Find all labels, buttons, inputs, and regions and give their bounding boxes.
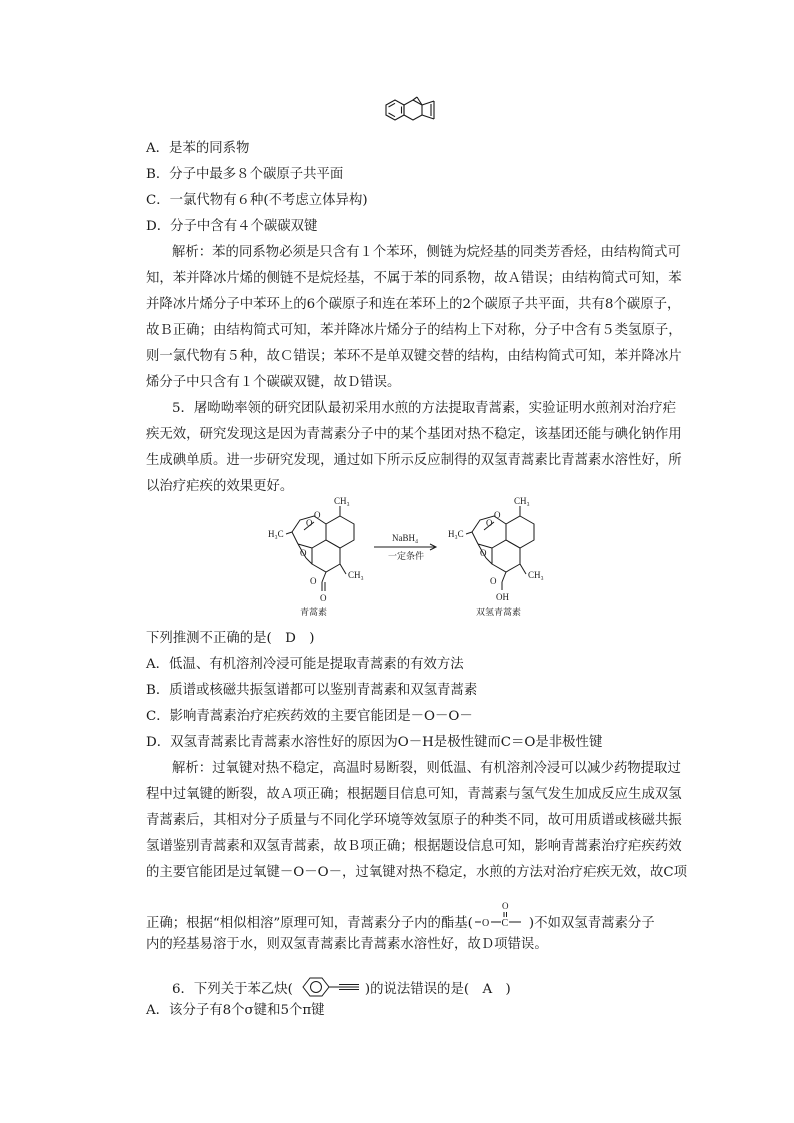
ester-c-label: C: [501, 918, 509, 929]
reagent-label: NaBH₄: [392, 533, 419, 543]
phenylacetylene-structure: [293, 974, 365, 1000]
q4-analysis-line: 则一氯代物有５种，故Ｃ错误；苯环不是单双键交替的结构，由结构简式可知，苯并降冰片: [146, 349, 682, 364]
ring-o-label: O: [310, 576, 317, 586]
ch3-label: CH₃: [514, 496, 530, 506]
product-name: 双氢青蒿素: [476, 607, 522, 617]
q5-analysis-line: 程中过氧键的断裂，故Ａ项正确；根据题目信息可知，青蒿素与氢气发生加成反应生成双氢: [146, 787, 682, 802]
q4-analysis-line: 并降冰片烯分子中苯环上的6个碳原子和连在苯环上的2个碳原子共平面，共有8个碳原子，: [146, 297, 681, 312]
ester-text-before: 正确；根据“相似相溶”原理可知，青蒿素分子内的酯基(: [146, 916, 473, 931]
q5-analysis-line: 解析：过氧键对热不稳定，高温时易断裂，则低温、有机溶剂冷浸可以减少药物提取过: [172, 761, 681, 776]
q4-option-a: A．是苯的同系物: [146, 141, 250, 156]
q5-ester-line: [146, 901, 655, 933]
peroxide-o-label: O: [314, 510, 321, 520]
q5-stem-line: 疾无效，研究发现这是因为青蒿素分子中的某个基团对热不稳定，该基团还能与碘化钠作用: [146, 427, 682, 442]
q5-analysis-line: 的主要官能团是过氧键－O－O－，过氧键对热不稳定，水煎的方法对治疗疟疾无效，故C项: [146, 865, 688, 880]
ester-text-after: )不如双氢青蒿素分子: [528, 916, 655, 931]
ester-group-structure: [473, 901, 529, 932]
q4-analysis-line: 故Ｂ正确；由结构简式可知，苯并降冰片烯分子的结构上下对称，分子中含有５类氢原子，: [146, 323, 682, 338]
ester-o-label: O: [501, 901, 509, 911]
peroxide-o-label: O: [494, 510, 501, 520]
oh-label: OH: [496, 592, 509, 602]
benzonorbornadiene-structure: [378, 94, 442, 134]
q5-stem-line: 以治疗疟疾的效果更好。: [146, 479, 294, 494]
q5-option-d: D．双氢青蒿素比青蒿素水溶性好的原因为O－H是极性键而C＝O是非极性键: [146, 735, 603, 750]
h3c-label: H₃C: [448, 529, 464, 539]
ring-o-label: O: [300, 548, 307, 558]
q5-option-b: B．质谱或核磁共振氢谱都可以鉴别青蒿素和双氢青蒿素: [146, 683, 478, 698]
condition-label: 一定条件: [388, 551, 425, 561]
q5-stem-line: 生成碘单质。进一步研究发现，通过如下所示反应制得的双氢青蒿素比青蒿素水溶性好，所: [146, 453, 682, 468]
q5-option-a: A．低温、有机溶剂冷浸可能是提取青蒿素的有效方法: [146, 657, 464, 672]
ch3-label: CH₃: [528, 570, 544, 580]
q6-option-a: A．该分子有8个σ键和5个π键: [146, 1003, 325, 1018]
ester-o-label: O: [481, 918, 490, 929]
ring-o-label: O: [490, 576, 497, 586]
peroxide-o-label: O: [486, 518, 493, 528]
reactant-name: 青蒿素: [300, 607, 328, 617]
ring-o-label: O: [480, 548, 487, 558]
carbonyl-o-label: O: [320, 593, 327, 603]
q4-analysis-line: 解析：苯的同系物必须是只含有１个苯环，侧链为烷烃基的同类芳香烃，由结构简式可: [172, 245, 681, 260]
peroxide-o-label: O: [306, 518, 313, 528]
q4-option-c: C．一氯代物有６种(不考虑立体异构): [146, 193, 368, 208]
q6-stem: [172, 974, 511, 1000]
h3c-label: H₃C: [268, 529, 284, 539]
q6-stem-before: 6．下列关于苯乙炔(: [172, 982, 293, 997]
q5-analysis-line: 青蒿素后，其相对分子质量与不同化学环境等效氢原子的种类不同，故可用质谱或核磁共振: [146, 813, 682, 828]
q5-analysis-last-line: 内的羟基易溶于水，则双氢青蒿素比青蒿素水溶性好，故Ｄ项错误。: [146, 937, 548, 952]
reaction-scheme: [262, 494, 562, 624]
q4-analysis-line: 烯分子中只含有１个碳碳双键，故Ｄ错误。: [146, 375, 401, 390]
q4-option-d: D．分子中含有４个碳碳双键: [146, 219, 318, 234]
q4-option-b: B．分子中最多８个碳原子共平面: [146, 167, 344, 182]
ch3-label: CH₃: [348, 570, 364, 580]
q6-stem-after: )的说法错误的是( A ): [364, 982, 511, 997]
q4-analysis-line: 知，苯并降冰片烯的侧链不是烷烃基，不属于苯的同系物，故Ａ错误；由结构简式可知，苯: [146, 271, 682, 286]
q5-analysis-line: 氢谱鉴别青蒿素和双氢青蒿素，故Ｂ项正确；根据题设信息可知，影响青蒿素治疗疟疾药效: [146, 839, 682, 854]
q5-option-c: C．影响青蒿素治疗疟疾药效的主要官能团是－O－O－: [146, 709, 473, 724]
q5-question: 下列推测不正确的是( D ): [146, 631, 315, 646]
q5-stem-line: 5．屠呦呦率领的研究团队最初采用水煎的方法提取青蒿素，实验证明水煎剂对治疗疟: [172, 401, 676, 416]
ch3-label: CH₃: [334, 496, 350, 506]
